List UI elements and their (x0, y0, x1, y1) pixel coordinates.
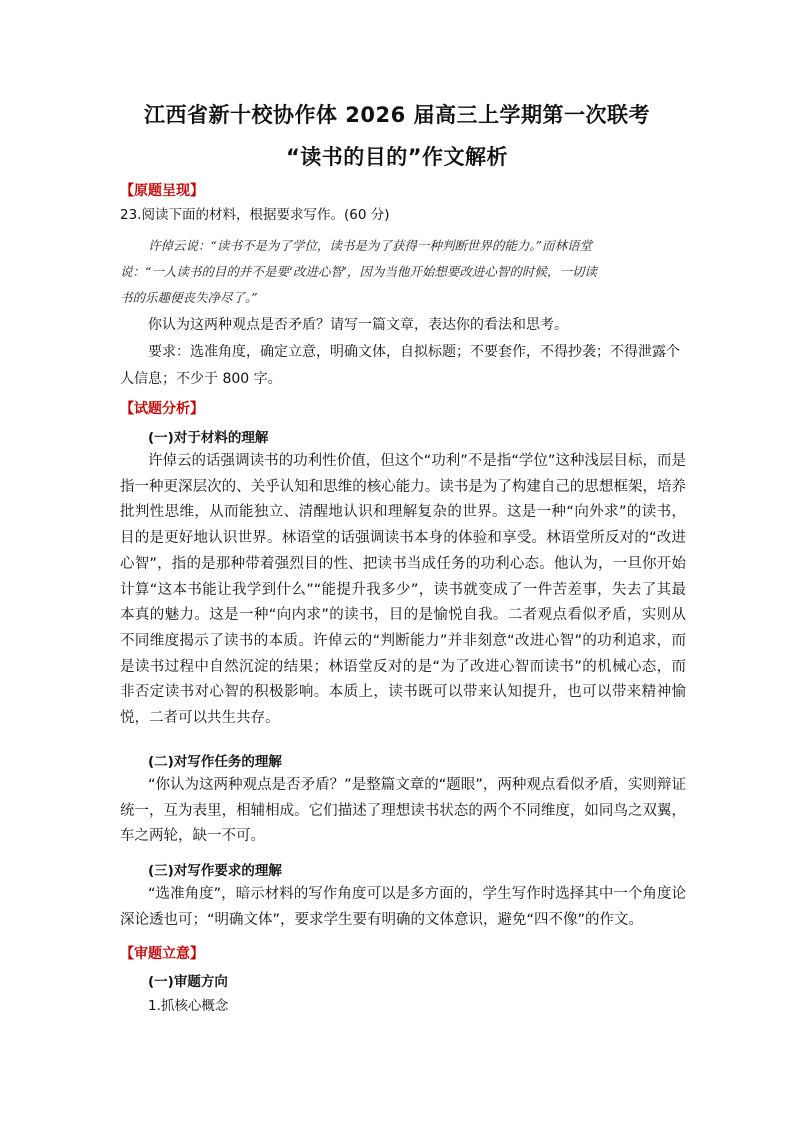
subheading-direction: (一)审题方向 (148, 974, 228, 990)
prompt-line: 你认为这两种观点是否矛盾？请写一篇文章，表达你的看法和思考。 (148, 317, 568, 333)
document-subtitle: “读书的目的”作文解析 (285, 145, 509, 169)
quote-line-2: 说：“一人读书的目的并不是要‘改进心智’，因为当他开始想要改进心智的时候，一切读 (120, 264, 597, 279)
requirement-line-1: 要求：选准角度，确定立意，明确文体，自拟标题；不要套作，不得抄袭；不得泄露个 (148, 344, 680, 360)
document-title: 江西省新十校协作体 2026 届高三上学期第一次联考 (143, 103, 651, 127)
section-analysis-heading: 【试题分析】 (120, 401, 204, 417)
quote-line-3: 书的乐趣便丧失净尽了。” (120, 290, 258, 305)
subheading-task: (二)对写作任务的理解 (148, 754, 282, 770)
requirement-line-2: 人信息；不少于 800 字。 (120, 371, 282, 387)
section-original-heading: 【原题呈现】 (120, 183, 204, 199)
paragraph-task: “你认为这两种观点是否矛盾？”是整篇文章的“题眼”，两种观点看似矛盾，实则辩证统一，互为表里，相辅相成。它们描述了理想读书状态的两个不同维度，如同鸟之双翼，车之两轮，缺一不可。 (120, 777, 686, 845)
list-item-core-concept: 1.抓核心概念 (148, 998, 229, 1014)
question-line: 23.阅读下面的材料，根据要求写作。(60 分) (120, 207, 390, 223)
section-intent-heading: 【审题立意】 (120, 946, 204, 962)
paragraph-requirements: “选准角度”，暗示材料的写作角度可以是多方面的，学生写作时选择其中一个角度论深论透也可；“明确文体”，要求学生要有明确的文体意识，避免“四不像”的作文。 (120, 886, 686, 928)
subheading-material: (一)对于材料的理解 (148, 430, 269, 446)
subheading-requirements: (三)对写作要求的理解 (148, 863, 282, 879)
quote-line-1: 许倬云说：“读书不是为了学位，读书是为了获得一种判断世界的能力。”而林语堂 (148, 238, 593, 253)
paragraph-material-analysis: 许倬云的话强调读书的功利性价值，但这个“功利”不是指“学位”这种浅层目标，而是指一种更深层次的、关乎认知和思维的核心能力。读书是为了构建自己的思想框架，培养批判性思维，从而能独立、清醒地认识和理解复杂的世界。这是一种“向外求”的读书，目的是更好地认识世界。林语堂的话强调读书本身的体验和享受。林语堂所反对的“改进心智”，指的是那种带着强烈目的性、把读书当成任务的功利心态。他认为，一旦你开始计算“这本书能让我学到什么”“能提升我多少”，读书就变成了一件苦差事，失去了其最本真的魅力。这是一种“向内求”的读书，目的是愉悦自我。二者观点看似矛盾，实则从不同维度揭示了读书的本质。许倬云的“判断能力”并非刻意“改进心智”的功利追求，而是读书过程中自然沉淀的结果；林语堂反对的是“为了改进心智而读书”的机械心态，而非否定读书对心智的积极影响。本质上，读书既可以带来认知提升，也可以带来精神愉悦，二者可以共生共存。 (120, 453, 686, 727)
